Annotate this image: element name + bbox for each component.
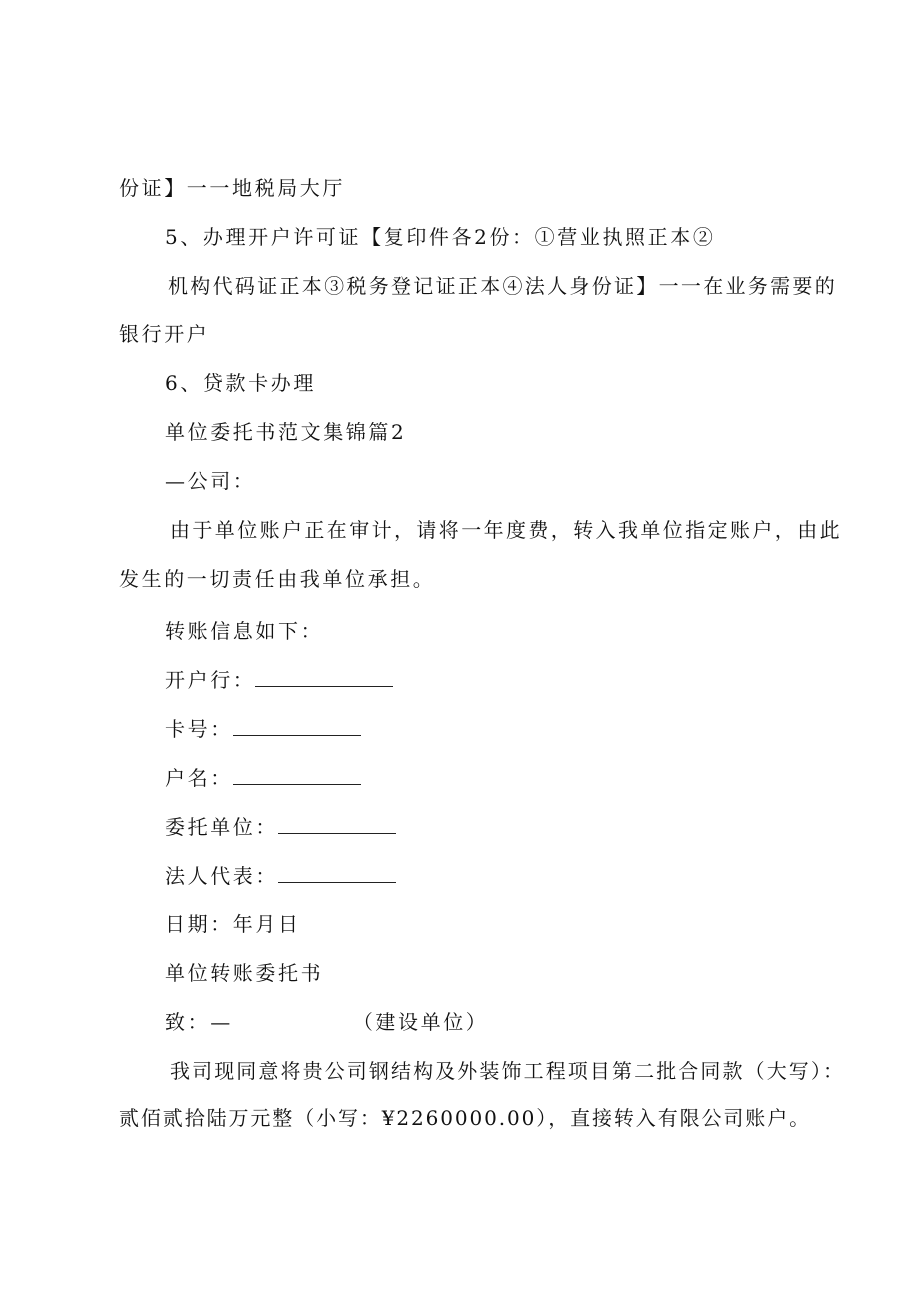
field-label: 法人代表： (165, 864, 278, 888)
text-line: 银行开户 (119, 322, 210, 346)
text-line: 6、贷款卡办理 (165, 371, 316, 395)
addressee-line (165, 1008, 488, 1036)
field-bank (165, 666, 393, 694)
section-heading: 单位委托书范文集锦篇2 (165, 420, 407, 444)
text-line: 份证】一一地税局大厅 (119, 176, 345, 200)
text-line: 转账信息如下： (165, 619, 324, 643)
addressee-prefix: 致：— (165, 1010, 233, 1034)
field-label: 卡号： (165, 717, 233, 741)
text-line: 由于单位账户正在审计，请将一年度费，转入我单位指定账户，由此 (170, 518, 842, 542)
blank-line (255, 668, 393, 687)
text-line: 贰佰贰拾陆万元整（小写：¥2260000.00），直接转入有限公司账户。 (119, 1106, 812, 1130)
field-label: 开户行： (165, 668, 256, 692)
field-card (165, 715, 361, 743)
addressee-role: （建设单位） (352, 1010, 489, 1034)
field-label: 委托单位： (165, 815, 278, 839)
field-legal-rep (165, 862, 396, 890)
blank-line (278, 864, 396, 883)
text-line: 5、办理开户许可证【复印件各2份：①营业执照正本② (165, 225, 716, 249)
blank-line (233, 766, 361, 785)
text-line: 发生的一切责任由我单位承担。 (119, 567, 436, 591)
date-line: 日期：年月日 (165, 912, 301, 936)
blank-line (278, 815, 396, 834)
field-label: 户名： (165, 766, 233, 790)
blank-line (233, 717, 361, 736)
text-line: 我司现同意将贵公司钢结构及外装饰工程项目第二批合同款（大写）： (170, 1059, 846, 1083)
text-line: 机构代码证正本③税务登记证正本④法人身份证】一一在业务需要的 (168, 274, 837, 298)
field-entrusting-unit (165, 813, 396, 841)
salutation: —公司： (165, 469, 256, 493)
section-heading: 单位转账委托书 (165, 961, 324, 985)
field-account-name (165, 764, 361, 792)
